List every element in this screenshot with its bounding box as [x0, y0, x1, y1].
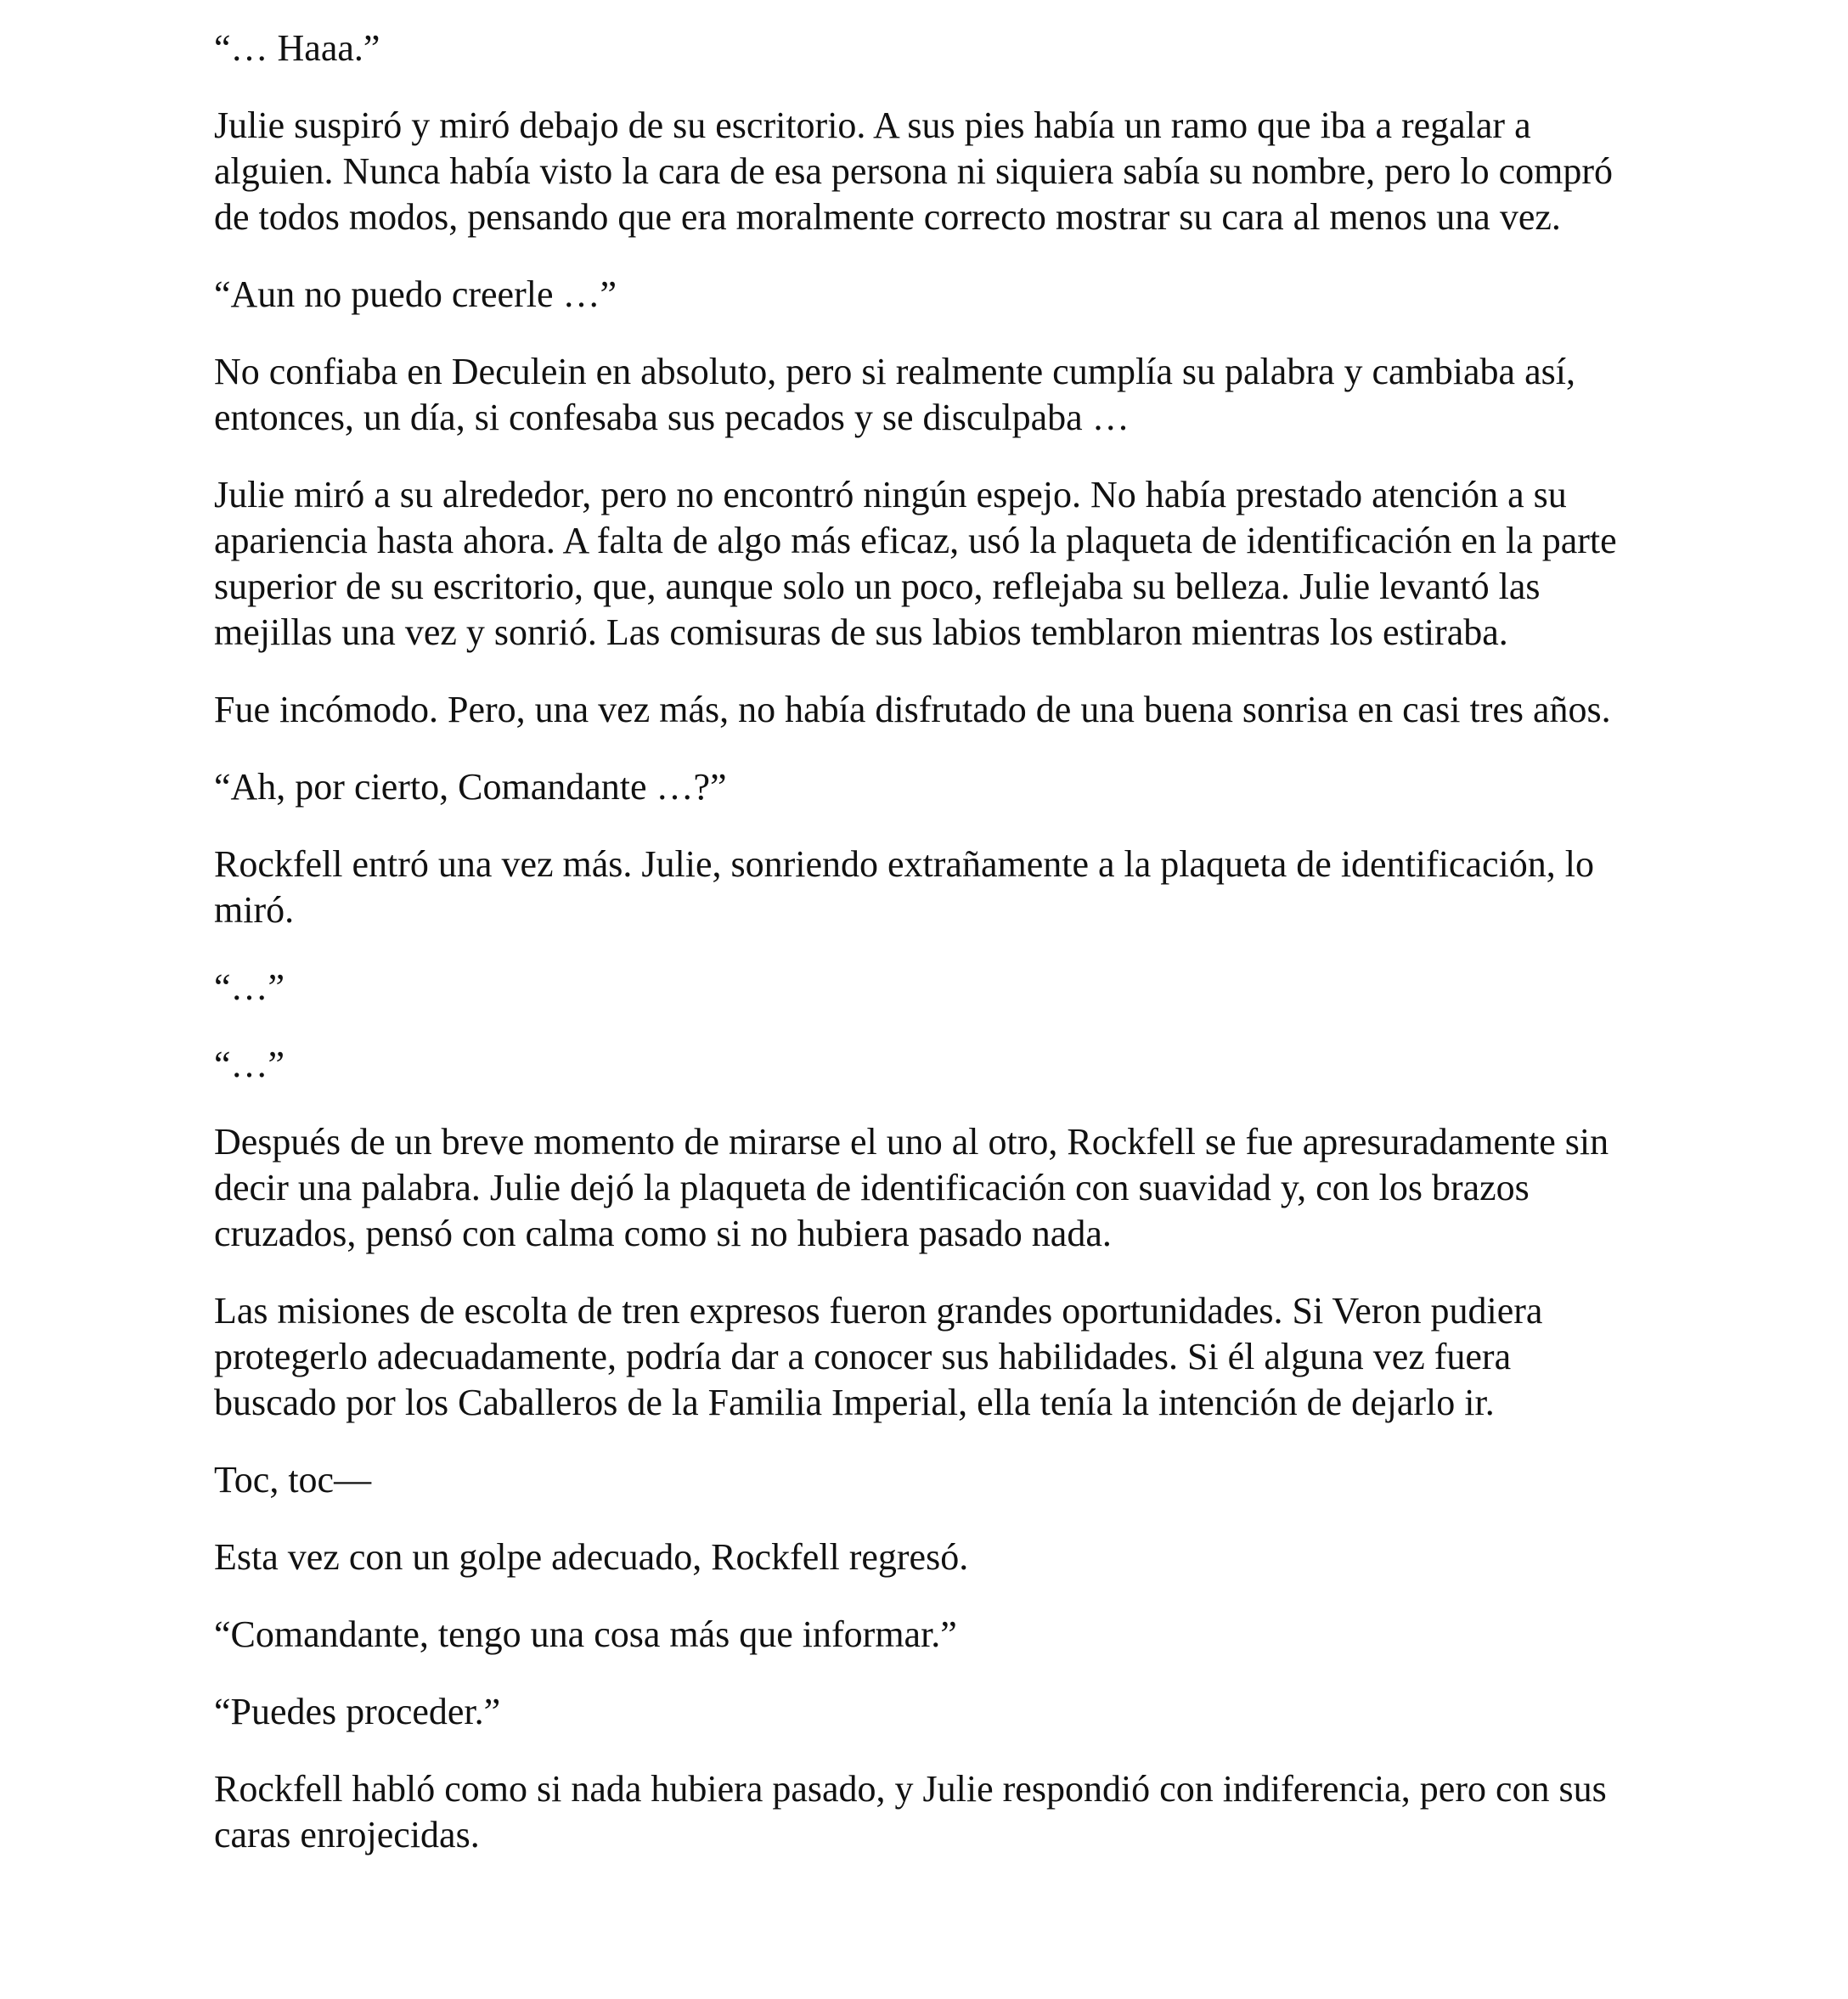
paragraph: “Ah, por cierto, Comandante …?” [214, 766, 727, 808]
reader-page [214, 0, 1634, 1858]
paragraph: Las misiones de escolta de tren expresos fueron grandes oportunidades. Si Veron pudiera protegerlo adecuadamente, podría dar a conocer sus habilidades. Si él alguna vez fuera buscado por los Caballeros de la Familia Imperial, ella tenía la intención de dejarlo ir. [214, 1290, 1543, 1423]
paragraph: No confiaba en Deculein en absoluto, pero si realmente cumplía su palabra y cambiaba así, entonces, un día, si confesaba sus pecados y se disculpaba … [214, 351, 1575, 438]
paragraph: “Aun no puedo creerle …” [214, 273, 617, 315]
paragraph: Rockfell entró una vez más. Julie, sonriendo extrañamente a la plaqueta de identificación, lo miró. [214, 843, 1594, 931]
paragraph: “…” [214, 1044, 285, 1085]
paragraph: “Puedes proceder.” [214, 1691, 501, 1732]
paragraph: “… Haaa.” [214, 27, 380, 69]
paragraph: Rockfell habló como si nada hubiera pasado, y Julie respondió con indiferencia, pero con sus caras enrojecidas. [214, 1768, 1607, 1855]
paragraph: Esta vez con un golpe adecuado, Rockfell regresó. [214, 1536, 969, 1578]
paragraph: Julie suspiró y miró debajo de su escritorio. A sus pies había un ramo que iba a regalar a alguien. Nunca había visto la cara de esa persona ni siquiera sabía su nombre, pero lo compró de todos modos, pensando que era moralmente correcto mostrar su cara al menos una vez. [214, 104, 1613, 238]
paragraph: Después de un breve momento de mirarse el uno al otro, Rockfell se fue apresuradamente sin decir una palabra. Julie dejó la plaqueta de identificación con suavidad y, con los brazos cruzados, pensó con calma como si no hubiera pasado nada. [214, 1121, 1609, 1254]
paragraph: “…” [214, 966, 285, 1008]
paragraph: Fue incómodo. Pero, una vez más, no había disfrutado de una buena sonrisa en casi tres años. [214, 689, 1611, 730]
paragraph: “Comandante, tengo una cosa más que informar.” [214, 1613, 957, 1655]
paragraph: Julie miró a su alrededor, pero no encontró ningún espejo. No había prestado atención a su apariencia hasta ahora. A falta de algo más eficaz, usó la plaqueta de identificación en la parte superior de su escritorio, que, aunque solo un poco, reflejaba su belleza. Julie levantó las mejillas una vez y sonrió. Las comisuras de sus labios temblaron mientras los estiraba. [214, 474, 1617, 653]
paragraph: Toc, toc— [214, 1459, 372, 1501]
chapter-text [214, 25, 1634, 1858]
